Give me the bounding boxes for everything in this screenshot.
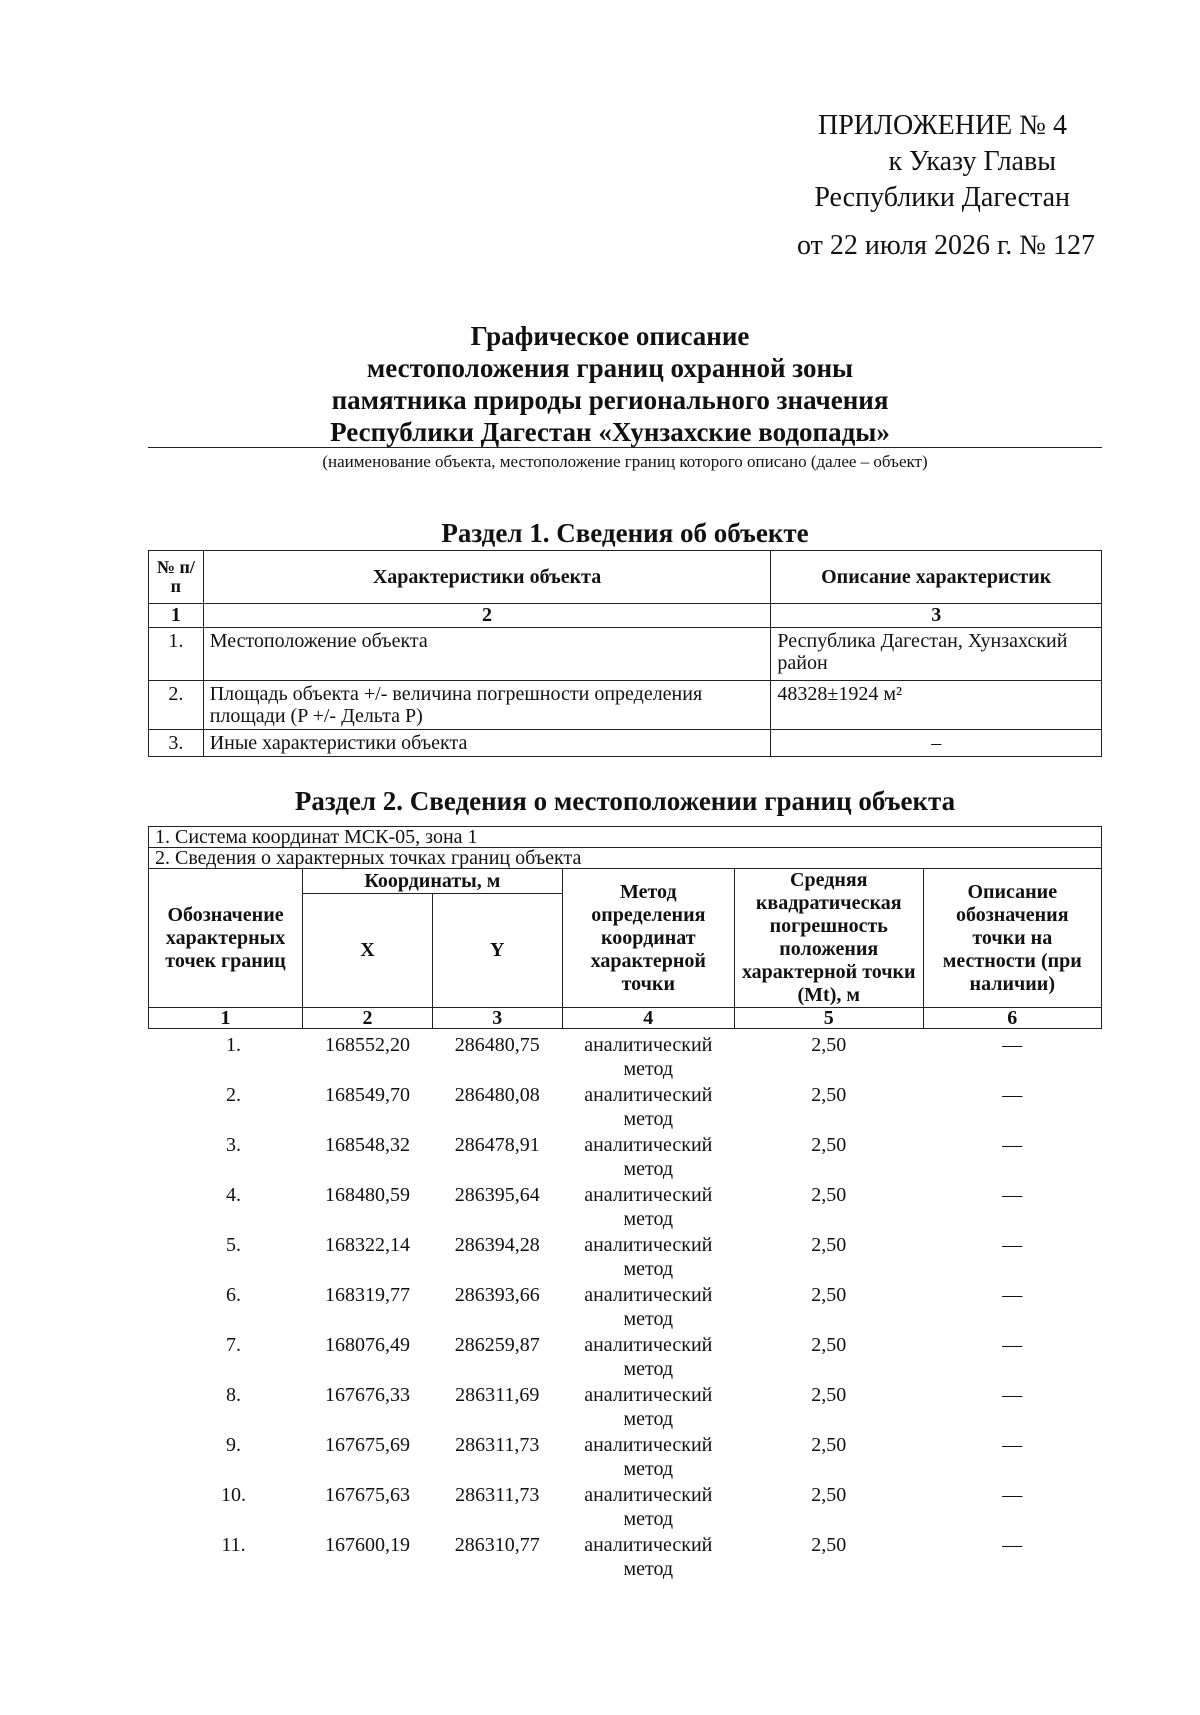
point-y: 286311,73 <box>455 1434 540 1456</box>
col-number: 2 <box>203 604 771 628</box>
point-error: 2,50 <box>811 1334 847 1356</box>
header-y: Y <box>432 894 562 1008</box>
section-1-heading: Раздел 1. Сведения об объекте <box>441 518 809 548</box>
section-2-heading: Раздел 2. Сведения о местоположении границ объекта <box>294 786 956 816</box>
col-number: 2 <box>303 1008 433 1029</box>
point-x: 167600,19 <box>324 1534 410 1556</box>
point-y: 286395,64 <box>454 1184 540 1206</box>
point-error: 2,50 <box>811 1534 847 1556</box>
point-error: 2,50 <box>811 1434 847 1456</box>
table-row <box>149 628 1102 681</box>
appendix-reference: к Указу Главы <box>888 146 1056 177</box>
header-method: Метод определения координат характерной точки <box>562 869 734 1008</box>
point-number: 1. <box>226 1034 242 1056</box>
point-method: аналитический метод <box>584 1484 713 1530</box>
point-error: 2,50 <box>811 1184 847 1206</box>
point-x: 168319,77 <box>324 1284 410 1306</box>
point-x: 168480,59 <box>324 1184 410 1206</box>
point-description: — <box>1002 1484 1023 1506</box>
point-description: — <box>1002 1134 1023 1156</box>
point-number: 2. <box>226 1084 242 1106</box>
point-y: 286311,73 <box>455 1484 540 1506</box>
table-row <box>149 1081 1102 1131</box>
point-number: 10. <box>221 1484 247 1506</box>
col-number: 1 <box>149 1008 303 1029</box>
point-y: 286259,87 <box>454 1334 540 1356</box>
col-number: 3 <box>771 604 1102 628</box>
point-description: — <box>1002 1384 1023 1406</box>
point-method: аналитический метод <box>584 1084 713 1130</box>
point-method: аналитический метод <box>584 1434 713 1480</box>
point-method: аналитический метод <box>584 1334 713 1380</box>
point-number: 5. <box>226 1234 242 1256</box>
appendix-block <box>675 108 1095 264</box>
point-y: 286394,28 <box>454 1234 540 1256</box>
title-line-2: местоположения границ охранной зоны <box>366 353 854 383</box>
point-y: 286480,08 <box>454 1084 540 1106</box>
col-number: 6 <box>923 1008 1101 1029</box>
table-row <box>149 1231 1102 1281</box>
row-characteristic: Местоположение объекта <box>203 628 771 681</box>
point-method: аналитический метод <box>584 1384 713 1430</box>
point-error: 2,50 <box>811 1284 847 1306</box>
title-underline <box>148 447 1102 448</box>
point-y: 286478,91 <box>454 1134 540 1156</box>
point-error: 2,50 <box>811 1134 847 1156</box>
point-number: 3. <box>226 1134 242 1156</box>
table-row <box>149 1131 1102 1181</box>
point-error: 2,50 <box>811 1034 847 1056</box>
table-row <box>149 681 1102 730</box>
point-x: 168552,20 <box>324 1034 410 1056</box>
row-number: 2. <box>149 681 204 730</box>
table-row <box>149 1181 1102 1231</box>
boundary-points-table <box>148 826 1102 1581</box>
point-error: 2,50 <box>811 1384 847 1406</box>
document-title <box>220 320 1000 448</box>
point-description: — <box>1002 1434 1023 1456</box>
point-error: 2,50 <box>811 1234 847 1256</box>
row-description: – <box>771 730 1102 757</box>
col-number: 3 <box>432 1008 562 1029</box>
header-characteristics: Характеристики объекта <box>203 551 771 604</box>
col-number: 4 <box>562 1008 734 1029</box>
point-method: аналитический метод <box>584 1234 713 1280</box>
point-x: 168322,14 <box>324 1234 410 1256</box>
point-description: — <box>1002 1034 1023 1056</box>
table-row <box>149 1281 1102 1331</box>
row-number: 3. <box>149 730 204 757</box>
row-description: Республика Дагестан, Хунзахский район <box>771 628 1102 681</box>
header-designation: Обозначение характерных точек границ <box>149 869 303 1008</box>
header-x: X <box>303 894 433 1008</box>
header-coordinates: Координаты, м <box>303 869 563 894</box>
row-description: 48328±1924 м² <box>771 681 1102 730</box>
point-method: аналитический метод <box>584 1284 713 1330</box>
object-info-table <box>148 550 1102 757</box>
row-characteristic: Иные характеристики объекта <box>203 730 771 757</box>
point-description: — <box>1002 1184 1023 1206</box>
col-number: 1 <box>149 604 204 628</box>
header-error: Средняя квадратическая погрешность положения характерной точки (Mt), м <box>734 869 923 1008</box>
table-row <box>149 730 1102 757</box>
row-characteristic: Площадь объекта +/- величина погрешности определения площади (P +/- Дельта P) <box>203 681 771 730</box>
point-number: 9. <box>226 1434 242 1456</box>
title-caption: (наименование объекта, местоположение границ которого описано (далее – объект) <box>322 452 928 471</box>
header-point-description: Описание обозначения точки на местности (при наличии) <box>923 869 1101 1008</box>
col-number: 5 <box>734 1008 923 1029</box>
points-body <box>149 1029 1102 1582</box>
point-description: — <box>1002 1534 1023 1556</box>
point-description: — <box>1002 1084 1023 1106</box>
point-description: — <box>1002 1234 1023 1256</box>
point-y: 286310,77 <box>454 1534 540 1556</box>
point-description: — <box>1002 1284 1023 1306</box>
point-method: аналитический метод <box>584 1134 713 1180</box>
appendix-republic: Республики Дагестан <box>814 182 1070 213</box>
point-method: аналитический метод <box>584 1034 713 1080</box>
appendix-date: от 22 июля 2026 г. № 127 <box>797 230 1095 261</box>
table-row <box>149 1381 1102 1431</box>
point-x: 168548,32 <box>324 1134 410 1156</box>
title-line-3: памятника природы регионального значения <box>331 385 889 415</box>
coordinate-system: 1. Система координат МСК-05, зона 1 <box>149 827 1102 848</box>
header-num: № п/п <box>149 551 204 604</box>
point-y: 286393,66 <box>454 1284 540 1306</box>
point-description: — <box>1002 1334 1023 1356</box>
point-number: 11. <box>221 1534 246 1556</box>
point-y: 286480,75 <box>454 1034 540 1056</box>
point-number: 8. <box>226 1384 242 1406</box>
table-row <box>149 1531 1102 1581</box>
point-error: 2,50 <box>811 1484 847 1506</box>
row-number: 1. <box>149 628 204 681</box>
point-x: 168549,70 <box>324 1084 410 1106</box>
point-method: аналитический метод <box>584 1534 713 1580</box>
point-y: 286311,69 <box>455 1384 540 1406</box>
point-number: 6. <box>226 1284 242 1306</box>
table-row <box>149 1331 1102 1381</box>
title-line-4: Республики Дагестан «Хунзахские водопады» <box>330 417 890 447</box>
point-number: 7. <box>226 1334 242 1356</box>
point-x: 167675,69 <box>324 1434 410 1456</box>
point-x: 167676,33 <box>324 1384 410 1406</box>
table-row <box>149 1431 1102 1481</box>
points-caption: 2. Сведения о характерных точках границ объекта <box>149 848 1102 869</box>
point-x: 167675,63 <box>324 1484 410 1506</box>
table-row <box>149 1029 1102 1082</box>
title-line-1: Графическое описание <box>470 321 750 351</box>
point-error: 2,50 <box>811 1084 847 1106</box>
point-number: 4. <box>226 1184 242 1206</box>
point-method: аналитический метод <box>584 1184 713 1230</box>
header-description: Описание характеристик <box>771 551 1102 604</box>
table-row <box>149 1481 1102 1531</box>
point-x: 168076,49 <box>324 1334 410 1356</box>
appendix-number: ПРИЛОЖЕНИЕ № 4 <box>818 110 1067 141</box>
